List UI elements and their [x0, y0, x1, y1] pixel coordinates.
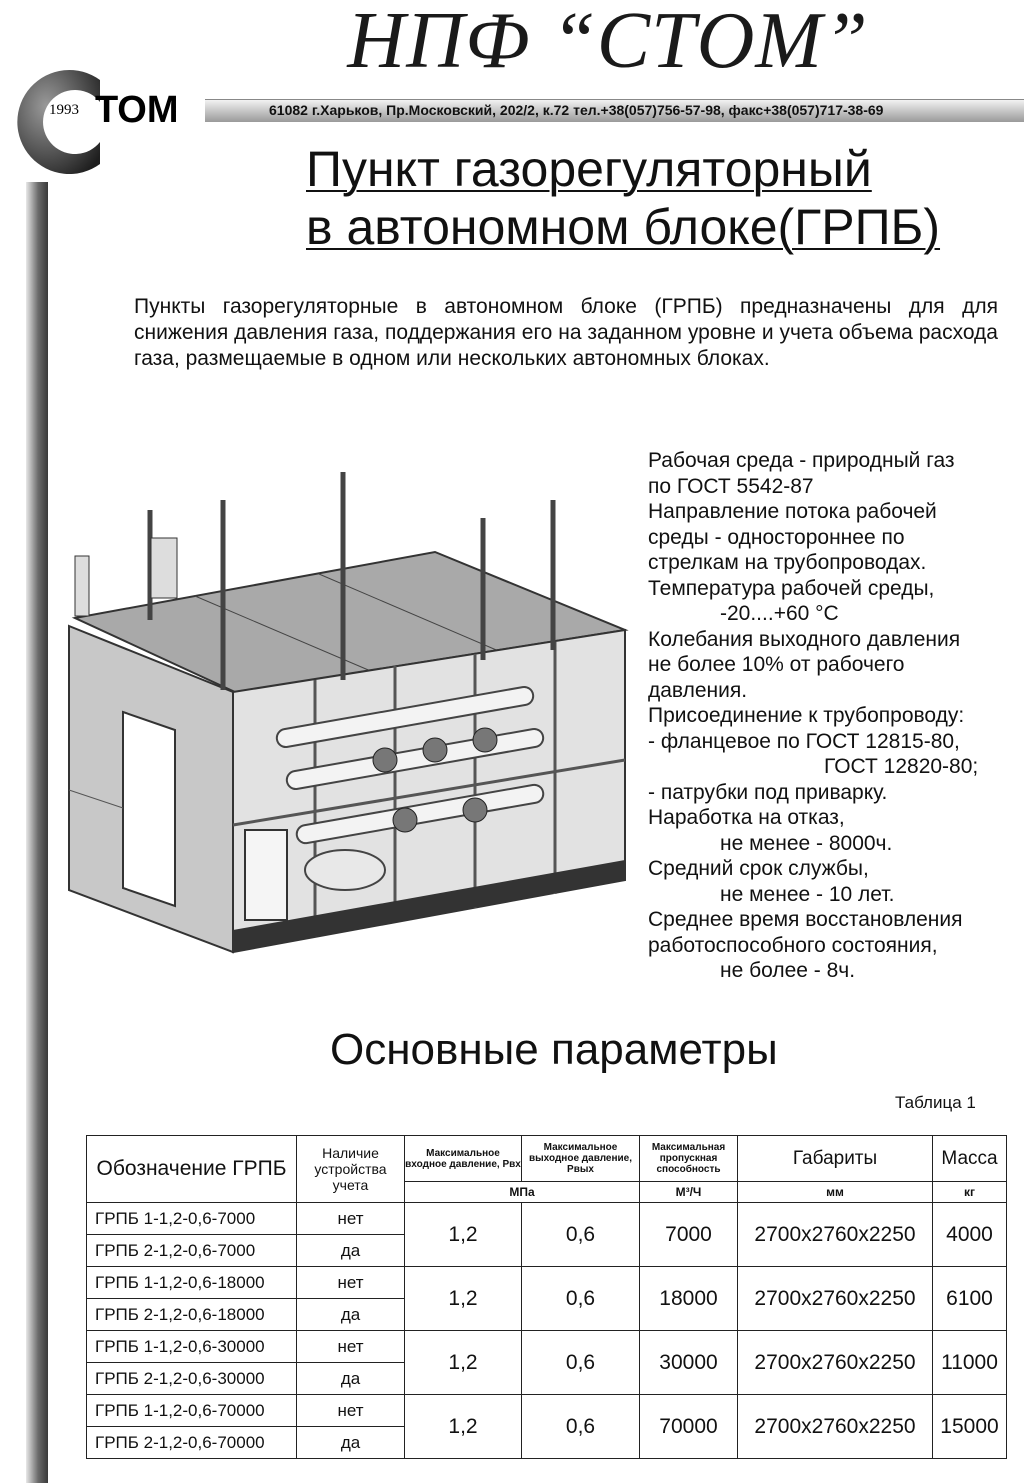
logo-text: ТОМ: [95, 89, 179, 131]
cell-name: ГРПБ 2-1,2-0,6-30000: [87, 1363, 297, 1395]
cell-capacity: 30000: [640, 1331, 738, 1395]
cell-dimensions: 2700х2760х2250: [738, 1267, 933, 1331]
spec-line: ГОСТ 12820-80;: [824, 755, 979, 778]
cell-name: ГРПБ 1-1,2-0,6-18000: [87, 1267, 297, 1299]
company-logo: [0, 62, 200, 182]
cell-mass: 11000: [933, 1331, 1007, 1395]
spec-line: не менее - 8000ч.: [720, 831, 893, 855]
spec-line: Наработка на отказ,: [648, 806, 845, 829]
title-line-2: в автономном блоке(ГРПБ): [306, 199, 941, 255]
parameters-table: [86, 1135, 1007, 1459]
cell-meter: да: [297, 1299, 405, 1331]
header-outlet-pressure: Максимальное выходное давление, Рвых: [522, 1136, 640, 1182]
unit-dimensions: мм: [738, 1182, 933, 1203]
spec-line: Присоединение к трубопроводу:: [648, 704, 965, 727]
table-caption: Таблица 1: [895, 1093, 976, 1112]
cell-capacity: 70000: [640, 1395, 738, 1459]
cell-outlet-pressure: 0,6: [522, 1331, 640, 1395]
spec-line: Направление потока рабочей: [648, 500, 937, 523]
header-inlet-pressure: Максимальное входное давление, Рвх: [405, 1136, 522, 1182]
company-address: 61082 г.Харьков, Пр.Московский, 202/2, к.72 тел.+38(057)756-57-98, факс+38(057)717-38-69: [269, 102, 884, 118]
spec-line: Среднее время восстановления: [648, 908, 963, 931]
cell-meter: да: [297, 1363, 405, 1395]
spec-line: -20....+60 °С: [720, 602, 839, 625]
spec-line: не более 10% от рабочего: [648, 653, 905, 676]
cell-name: ГРПБ 2-1,2-0,6-18000: [87, 1299, 297, 1331]
table-row: [87, 1331, 1007, 1363]
spec-line: не менее - 10 лет.: [720, 882, 895, 906]
cell-dimensions: 2700х2760х2250: [738, 1331, 933, 1395]
spec-line: не более - 8ч.: [720, 959, 856, 982]
cell-name: ГРПБ 2-1,2-0,6-70000: [87, 1427, 297, 1459]
cell-meter: да: [297, 1427, 405, 1459]
intro-paragraph: Пункты газорегуляторные в автономном блоке (ГРПБ) предназначены для для снижения давления газа, поддержания его на заданном уровне и учета объема расхода газа, размещаемые в одном или нескольких автономных блоках.: [134, 295, 998, 370]
unit-capacity: М³/Ч: [640, 1182, 738, 1203]
cell-inlet-pressure: 1,2: [405, 1395, 522, 1459]
header-capacity: Максимальная пропускная способность: [640, 1136, 738, 1182]
cell-inlet-pressure: 1,2: [405, 1203, 522, 1267]
spec-line: давления.: [648, 678, 748, 702]
cell-capacity: 18000: [640, 1267, 738, 1331]
cell-dimensions: 2700х2760х2250: [738, 1395, 933, 1459]
specifications-list: [648, 448, 1018, 984]
cell-name: ГРПБ 1-1,2-0,6-7000: [87, 1203, 297, 1235]
cell-outlet-pressure: 0,6: [522, 1203, 640, 1267]
page-title: [306, 140, 940, 256]
cell-inlet-pressure: 1,2: [405, 1267, 522, 1331]
company-name: НПФ “СТОМ”: [347, 0, 869, 85]
spec-line: Температура рабочей среды,: [648, 576, 935, 600]
logo-year: 1993: [49, 102, 79, 118]
spec-line: Средний срок службы,: [648, 857, 869, 880]
spec-line: среды - одностороннее по: [648, 525, 905, 549]
table-row: [87, 1395, 1007, 1427]
spec-line: стрелкам на трубопроводах.: [648, 551, 927, 574]
unit-pressure: МПа: [405, 1182, 640, 1203]
table-row: [87, 1267, 1007, 1299]
cell-mass: 6100: [933, 1267, 1007, 1331]
spec-line: Рабочая среда - природный газ: [648, 449, 955, 472]
unit-mass: кг: [933, 1182, 1007, 1203]
cell-meter: да: [297, 1235, 405, 1267]
title-line-1: Пункт газорегуляторный: [306, 141, 872, 197]
cell-inlet-pressure: 1,2: [405, 1331, 522, 1395]
left-decorative-rule: [26, 182, 48, 1483]
table-row: [87, 1203, 1007, 1235]
cell-mass: 15000: [933, 1395, 1007, 1459]
cell-mass: 4000: [933, 1203, 1007, 1267]
cell-meter: нет: [297, 1395, 405, 1427]
spec-line: работоспособного состояния,: [648, 933, 938, 957]
address-bar: [205, 99, 1024, 122]
cell-meter: нет: [297, 1331, 405, 1363]
cell-outlet-pressure: 0,6: [522, 1267, 640, 1331]
cell-meter: нет: [297, 1267, 405, 1299]
header-meter: Наличие устройства учета: [297, 1136, 405, 1203]
cell-capacity: 7000: [640, 1203, 738, 1267]
spec-line: - патрубки под приварку.: [648, 780, 888, 804]
cell-outlet-pressure: 0,6: [522, 1395, 640, 1459]
params-heading: Основные параметры: [330, 1025, 778, 1074]
grpb-block-illustration: [55, 460, 635, 970]
spec-line: - фланцевое по ГОСТ 12815-80,: [648, 729, 960, 753]
cell-name: ГРПБ 1-1,2-0,6-30000: [87, 1331, 297, 1363]
header-mass: Масса: [933, 1136, 1007, 1182]
header-dimensions: Габариты: [738, 1136, 933, 1182]
cell-dimensions: 2700х2760х2250: [738, 1203, 933, 1267]
cell-name: ГРПБ 1-1,2-0,6-70000: [87, 1395, 297, 1427]
spec-line: по ГОСТ 5542-87: [648, 474, 814, 498]
spec-line: Колебания выходного давления: [648, 627, 961, 651]
cell-meter: нет: [297, 1203, 405, 1235]
header-name: Обозначение ГРПБ: [87, 1136, 297, 1203]
cell-name: ГРПБ 2-1,2-0,6-7000: [87, 1235, 297, 1267]
